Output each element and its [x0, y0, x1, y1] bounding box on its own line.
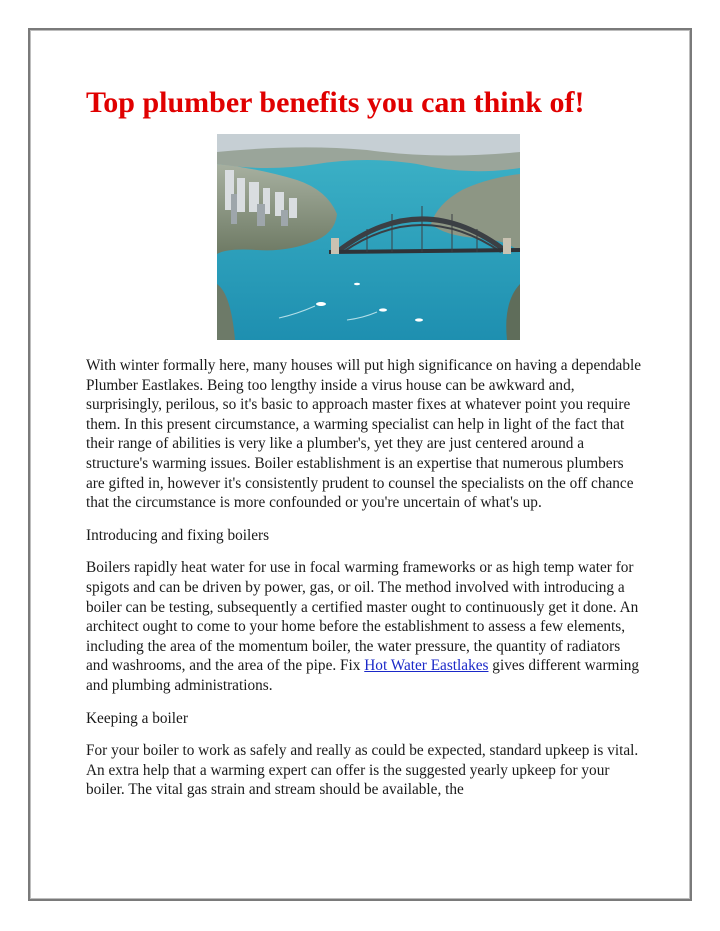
paragraph-boilers	[86, 558, 646, 695]
paragraph-intro: With winter formally here, many houses will put high significance on having a dependable Plumber Eastlakes. Being too lengthy inside a virus house can be awkward and, surprisingly, perilous, so it's basic to approach master fixes at whatever point you require them. In this present circumstance, a warming specialist can help in light of the fact that their range of abilities is very like a plumber's, yet they are just centered around a structure's warming issues. Boiler establishment is an expertise that numerous plumbers are gifted in, however it's consistently prudent to counsel the specialists on the off chance that the circumstance is more confounded or you're uncertain of what's up.	[86, 357, 642, 512]
subheading-keeping-boiler: Keeping a boiler	[86, 709, 188, 727]
page-title: Top plumber benefits you can think of!	[86, 86, 585, 119]
paragraph-maintenance: For your boiler to work as safely and really as could be expected, standard upkeep is vital. An extra help that a warming expert can offer is the suggested yearly upkeep for your boiler. The vital gas strain and stream should be available, the	[86, 742, 639, 799]
hot-water-eastlakes-link[interactable]: Hot Water Eastlakes	[364, 657, 489, 675]
paragraph-boilers-text-1: Boilers rapidly heat water for use in focal warming frameworks or as high temp water for spigots and can be driven by power, gas, or oil. The method involved with introducing a boiler can be testing, subsequently a certified master ought to continuously get it done. An architect ought to come to your home before the establishment to assess a few elements, including the area of the momentum boiler, the water pressure, the quantity of radiators and washrooms, and the area of the pipe. Fix	[86, 559, 639, 675]
article-body	[86, 356, 646, 813]
paragraph-boilers-text-2: gives different warming and plumbing administrations.	[86, 657, 640, 694]
harbour-bridge-photo	[217, 134, 520, 340]
subheading-introducing-fixing-boilers: Introducing and fixing boilers	[86, 526, 270, 544]
